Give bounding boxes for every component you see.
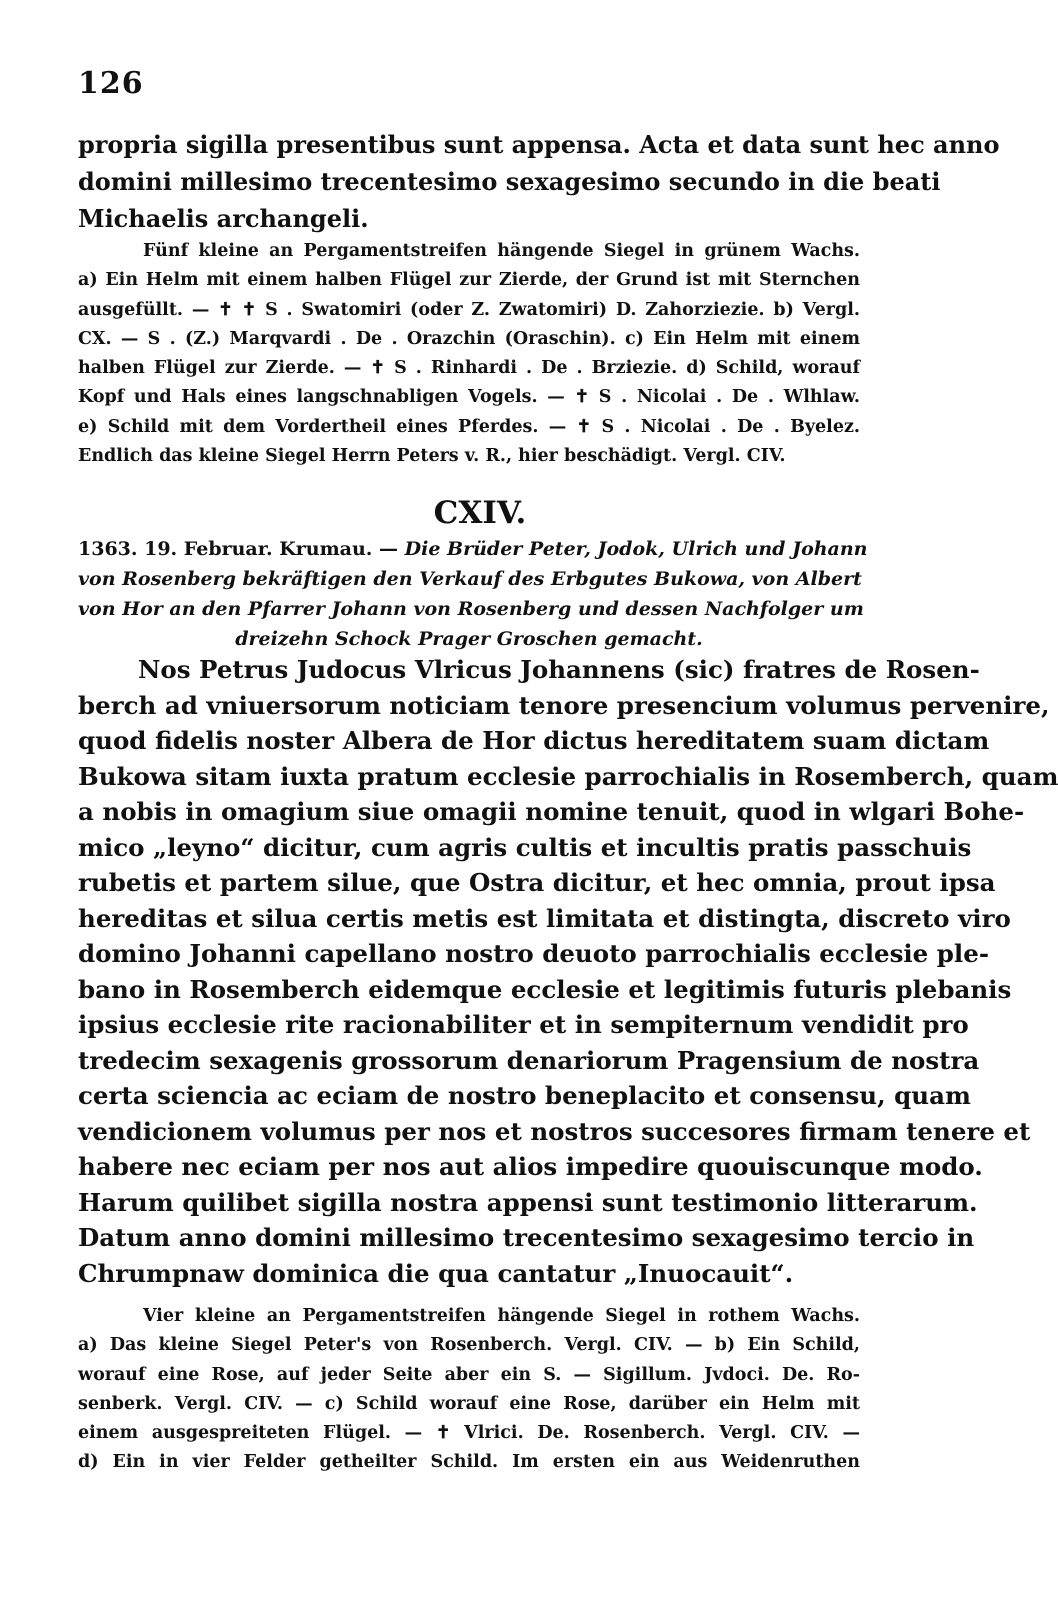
note-line: a) Das kleine Siegel Peter's von Rosenberch. Vergl. CIV. — b) Ein Schild, <box>78 1335 860 1356</box>
seal-note-2 <box>78 1302 860 1478</box>
regest <box>78 534 868 654</box>
note-line: halben Flügel zur Zierde. — ✝ S . Rinhardi . De . Brziezie. d) Schild, worauf <box>78 358 860 379</box>
body-line: Bukowa sitam iuxta pratum ecclesie parrochialis in Rosemberch, quam <box>78 761 1058 791</box>
body-line: hereditas et silua certis metis est limitata et distingta, discreto viro <box>78 903 1011 933</box>
body-line: habere nec eciam per nos aut alios impedire quouiscunque modo. <box>78 1152 983 1181</box>
note-line: d) Ein in vier Felder getheilter Schild. Im ersten ein aus Weidenruthen <box>78 1452 860 1473</box>
body-line: rubetis et partem silue, que Ostra dicitur, et hec omnia, prout ipsa <box>78 868 996 897</box>
note-line: a) Ein Helm mit einem halben Flügel zur Zierde, der Grund ist mit Sternchen <box>78 270 860 291</box>
body-line: vendicionem volumus per nos et nostros succesores firmam tenere et <box>78 1116 1031 1146</box>
text-line: propria sigilla presentibus sunt appensa. Acta et data sunt hec anno <box>78 130 1000 159</box>
note-line: worauf eine Rose, auf jeder Seite aber ein S. — Sigillum. Jvdoci. De. Ro- <box>78 1364 860 1385</box>
regest-line <box>78 534 868 564</box>
body-line: domino Johanni capellano nostro deuoto parrochialis ecclesie ple- <box>78 939 989 968</box>
body-line: tredecim sexagenis grossorum denariorum Pragensium de nostra <box>78 1045 980 1075</box>
body-line: Datum anno domini millesimo trecentesimo sexagesimo tercio in <box>78 1223 975 1252</box>
body-line: Chrumpnaw dominica die qua cantatur „Inuocauit“. <box>78 1258 794 1288</box>
regest-date: 1363. 19. Februar. Krumau. — <box>78 538 399 560</box>
regest-line: dreizehn Schock Prager Groschen gemacht. <box>235 628 703 650</box>
note-line: Kopf und Hals eines langschnabligen Vogels. — ✝ S . Nicolai . De . Wlhlaw. <box>78 387 860 408</box>
seal-note-1 <box>78 237 860 471</box>
body-line: Nos Petrus Judocus Vlricus Johannens (sic) fratres de Rosen- <box>138 655 980 684</box>
note-line: einem ausgespreiteten Flügel. — ✝ Vlrici. De. Rosenberch. Vergl. CIV. — <box>78 1423 860 1444</box>
note-line: Fünf kleine an Pergamentstreifen hängende Siegel in grünem Wachs. <box>143 241 860 261</box>
body-line: ipsius ecclesie rite racionabiliter et in sempiternum vendidit pro <box>78 1010 969 1039</box>
note-line: Endlich das kleine Siegel Herrn Peters v. R., hier beschädigt. Vergl. CIV. <box>78 446 786 467</box>
note-line: ausgefüllt. — ✝ ✝ S . Swatomiri (oder Z. Zwatomiri) D. Zahorziezie. b) Vergl. <box>78 299 860 320</box>
document-number-heading: CXIV. <box>433 495 527 531</box>
text-line: domini millesimo trecentesimo sexagesimo secundo in die beati <box>78 167 941 196</box>
note-line: CX. — S . (Z.) Marqvardi . De . Orazchin (Oraschin). c) Ein Helm mit einem <box>78 328 860 349</box>
regest-line: von Rosenberg bekräftigen den Verkauf des Erbgutes Bukowa, von Albert <box>78 568 862 590</box>
body-line: certa sciencia ac eciam de nostro beneplacito et consensu, quam <box>78 1081 971 1110</box>
regest-summary: Die Brüder Peter, Jodok, Ulrich und Johann <box>404 538 868 560</box>
body-line: quod fidelis noster Albera de Hor dictus hereditatem suam dictam <box>78 726 990 755</box>
note-line: senberk. Vergl. CIV. — c) Schild worauf eine Rose, darüber ein Helm mit <box>78 1393 860 1414</box>
body-line: a nobis in omagium siue omagii nomine tenuit, quod in wlgari Bohe- <box>78 797 1025 826</box>
page-number: 126 <box>78 66 144 101</box>
continuation-paragraph <box>78 126 1000 237</box>
text-line: Michaelis archangeli. <box>78 204 369 233</box>
note-line: e) Schild mit dem Vordertheil eines Pferdes. — ✝ S . Nicolai . De . Byelez. <box>78 416 860 437</box>
body-line: Harum quilibet sigilla nostra appensi sunt testimonio litterarum. <box>78 1187 978 1217</box>
charter-body <box>78 652 1058 1291</box>
body-line: bano in Rosemberch eidemque ecclesie et legitimis futuris plebanis <box>78 974 1012 1004</box>
note-line: Vier kleine an Pergamentstreifen hängende Siegel in rothem Wachs. <box>143 1306 860 1326</box>
body-line: berch ad vniuersorum noticiam tenore presencium volumus pervenire, <box>78 690 1050 720</box>
regest-line: von Hor an den Pfarrer Johann von Rosenberg und dessen Nachfolger um <box>78 598 864 620</box>
body-line: mico „leyno“ dicitur, cum agris cultis et incultis pratis passchuis <box>78 832 972 862</box>
